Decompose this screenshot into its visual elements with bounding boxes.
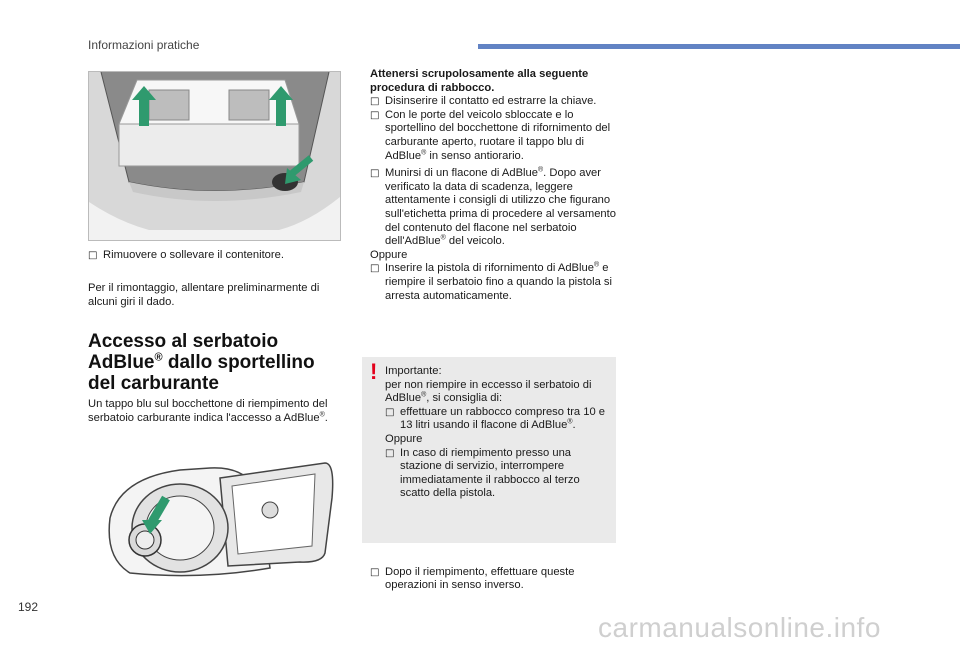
step-2-end: in senso antiorario. <box>426 149 524 162</box>
procedure-step-4 <box>370 262 618 303</box>
note-line-1 <box>385 379 611 406</box>
note-bullet-1-end: . <box>572 419 576 432</box>
note-bullet-2 <box>385 447 611 501</box>
note-oppure: Oppure <box>385 432 423 445</box>
bullet-icon <box>370 262 379 276</box>
step-1-text: Disinserire il contatto ed estrarre la chiave. <box>385 95 597 108</box>
note-bullet-2-text: In caso di riempimento presso una stazione di servizio, interrompere immediatamente il rabbocco al terzo scatto della pistola. <box>400 446 580 500</box>
note-bullet-1 <box>385 406 611 433</box>
section-body-end: . <box>324 411 328 424</box>
step-4-text: Inserire la pistola di rifornimento di AdBlue <box>385 262 594 275</box>
bullet-icon <box>370 95 379 109</box>
reg-mark: ® <box>567 418 573 426</box>
step-remove-container <box>88 249 358 263</box>
reg-mark: ® <box>319 410 325 418</box>
procedure-block <box>370 68 618 303</box>
procedure-step-2 <box>370 109 618 163</box>
header-accent-bar <box>478 44 960 49</box>
bullet-icon <box>370 167 379 181</box>
note-line-1-end: , si consiglia di: <box>426 392 503 405</box>
watermark: carmanualsonline.info <box>598 612 881 643</box>
step-remove-text: Rimuovere o sollevare il contenitore. <box>103 249 284 261</box>
warning-icon: ! <box>370 359 378 384</box>
trunk-illustration <box>88 71 341 241</box>
note-line-1-text: per non riempire in eccesso il serbatoio di AdBlue <box>385 378 592 405</box>
step-4-end: e riempire il serbatoio fino a quando la pistola si arresta automaticamente. <box>385 262 612 302</box>
reg-mark: ® <box>421 391 427 399</box>
remount-text: Per il rimontaggio, allentare preliminarmente di alcuni giri il dado. <box>88 282 320 308</box>
bullet-icon <box>385 406 394 420</box>
procedure-intro: Attenersi scrupolosamente alla seguente procedura di rabbocco. <box>370 68 589 94</box>
section-title-adblue: AdBlue <box>88 352 155 373</box>
section-title-line2: dallo sportellino <box>162 352 315 373</box>
page-number: 192 <box>18 600 39 614</box>
final-step <box>370 566 625 593</box>
fuel-door-illustration <box>100 458 340 583</box>
bullet-icon <box>88 249 97 263</box>
section-title-line3: del carburante <box>88 373 219 394</box>
important-note <box>362 357 616 543</box>
section-title-line1: Accesso al serbatoio <box>88 331 279 352</box>
note-bullet-1-text: effettuare un rabbocco compreso tra 10 e 13 litri usando il flacone di AdBlue <box>400 405 606 432</box>
section-header: Informazioni pratiche <box>88 38 200 52</box>
bullet-icon <box>385 447 394 461</box>
step-2-text: Con le porte del veicolo sbloccate e lo sportellino del bocchettone di rifornimento del carburante aperto, ruotare il tappo blu di AdBlue <box>385 108 611 162</box>
section-title <box>88 331 343 394</box>
step-3-text: Munirsi di un flacone di AdBlue <box>385 167 538 180</box>
section-body-text: Un tappo blu sul bocchettone di riempimento del serbatoio carburante indica l'accesso a AdBlue <box>88 398 328 424</box>
reg-mark: ® <box>538 166 544 174</box>
reg-mark: ® <box>440 234 446 242</box>
reg-mark: ® <box>421 148 427 156</box>
note-title: Importante: <box>385 365 442 377</box>
step-3-mid: . Dopo aver verificato la data di scadenza, leggere attentamente i consigli di utilizzo che figurano sull'etichetta prima di procedere al versamento del contenuto del flacone nel serbatoio dell'AdBlue <box>385 167 616 248</box>
bullet-icon <box>370 566 379 580</box>
oppure-label: Oppure <box>370 248 408 261</box>
procedure-step-3 <box>370 167 618 249</box>
section-body <box>88 398 333 425</box>
reg-mark: ® <box>593 261 600 269</box>
bullet-icon <box>370 109 379 123</box>
final-step-text: Dopo il riempimento, effettuare queste operazioni in senso inverso. <box>385 565 575 592</box>
step-3-end: del veicolo. <box>445 235 505 248</box>
reg-mark: ® <box>154 351 163 364</box>
procedure-step-1 <box>370 95 618 109</box>
